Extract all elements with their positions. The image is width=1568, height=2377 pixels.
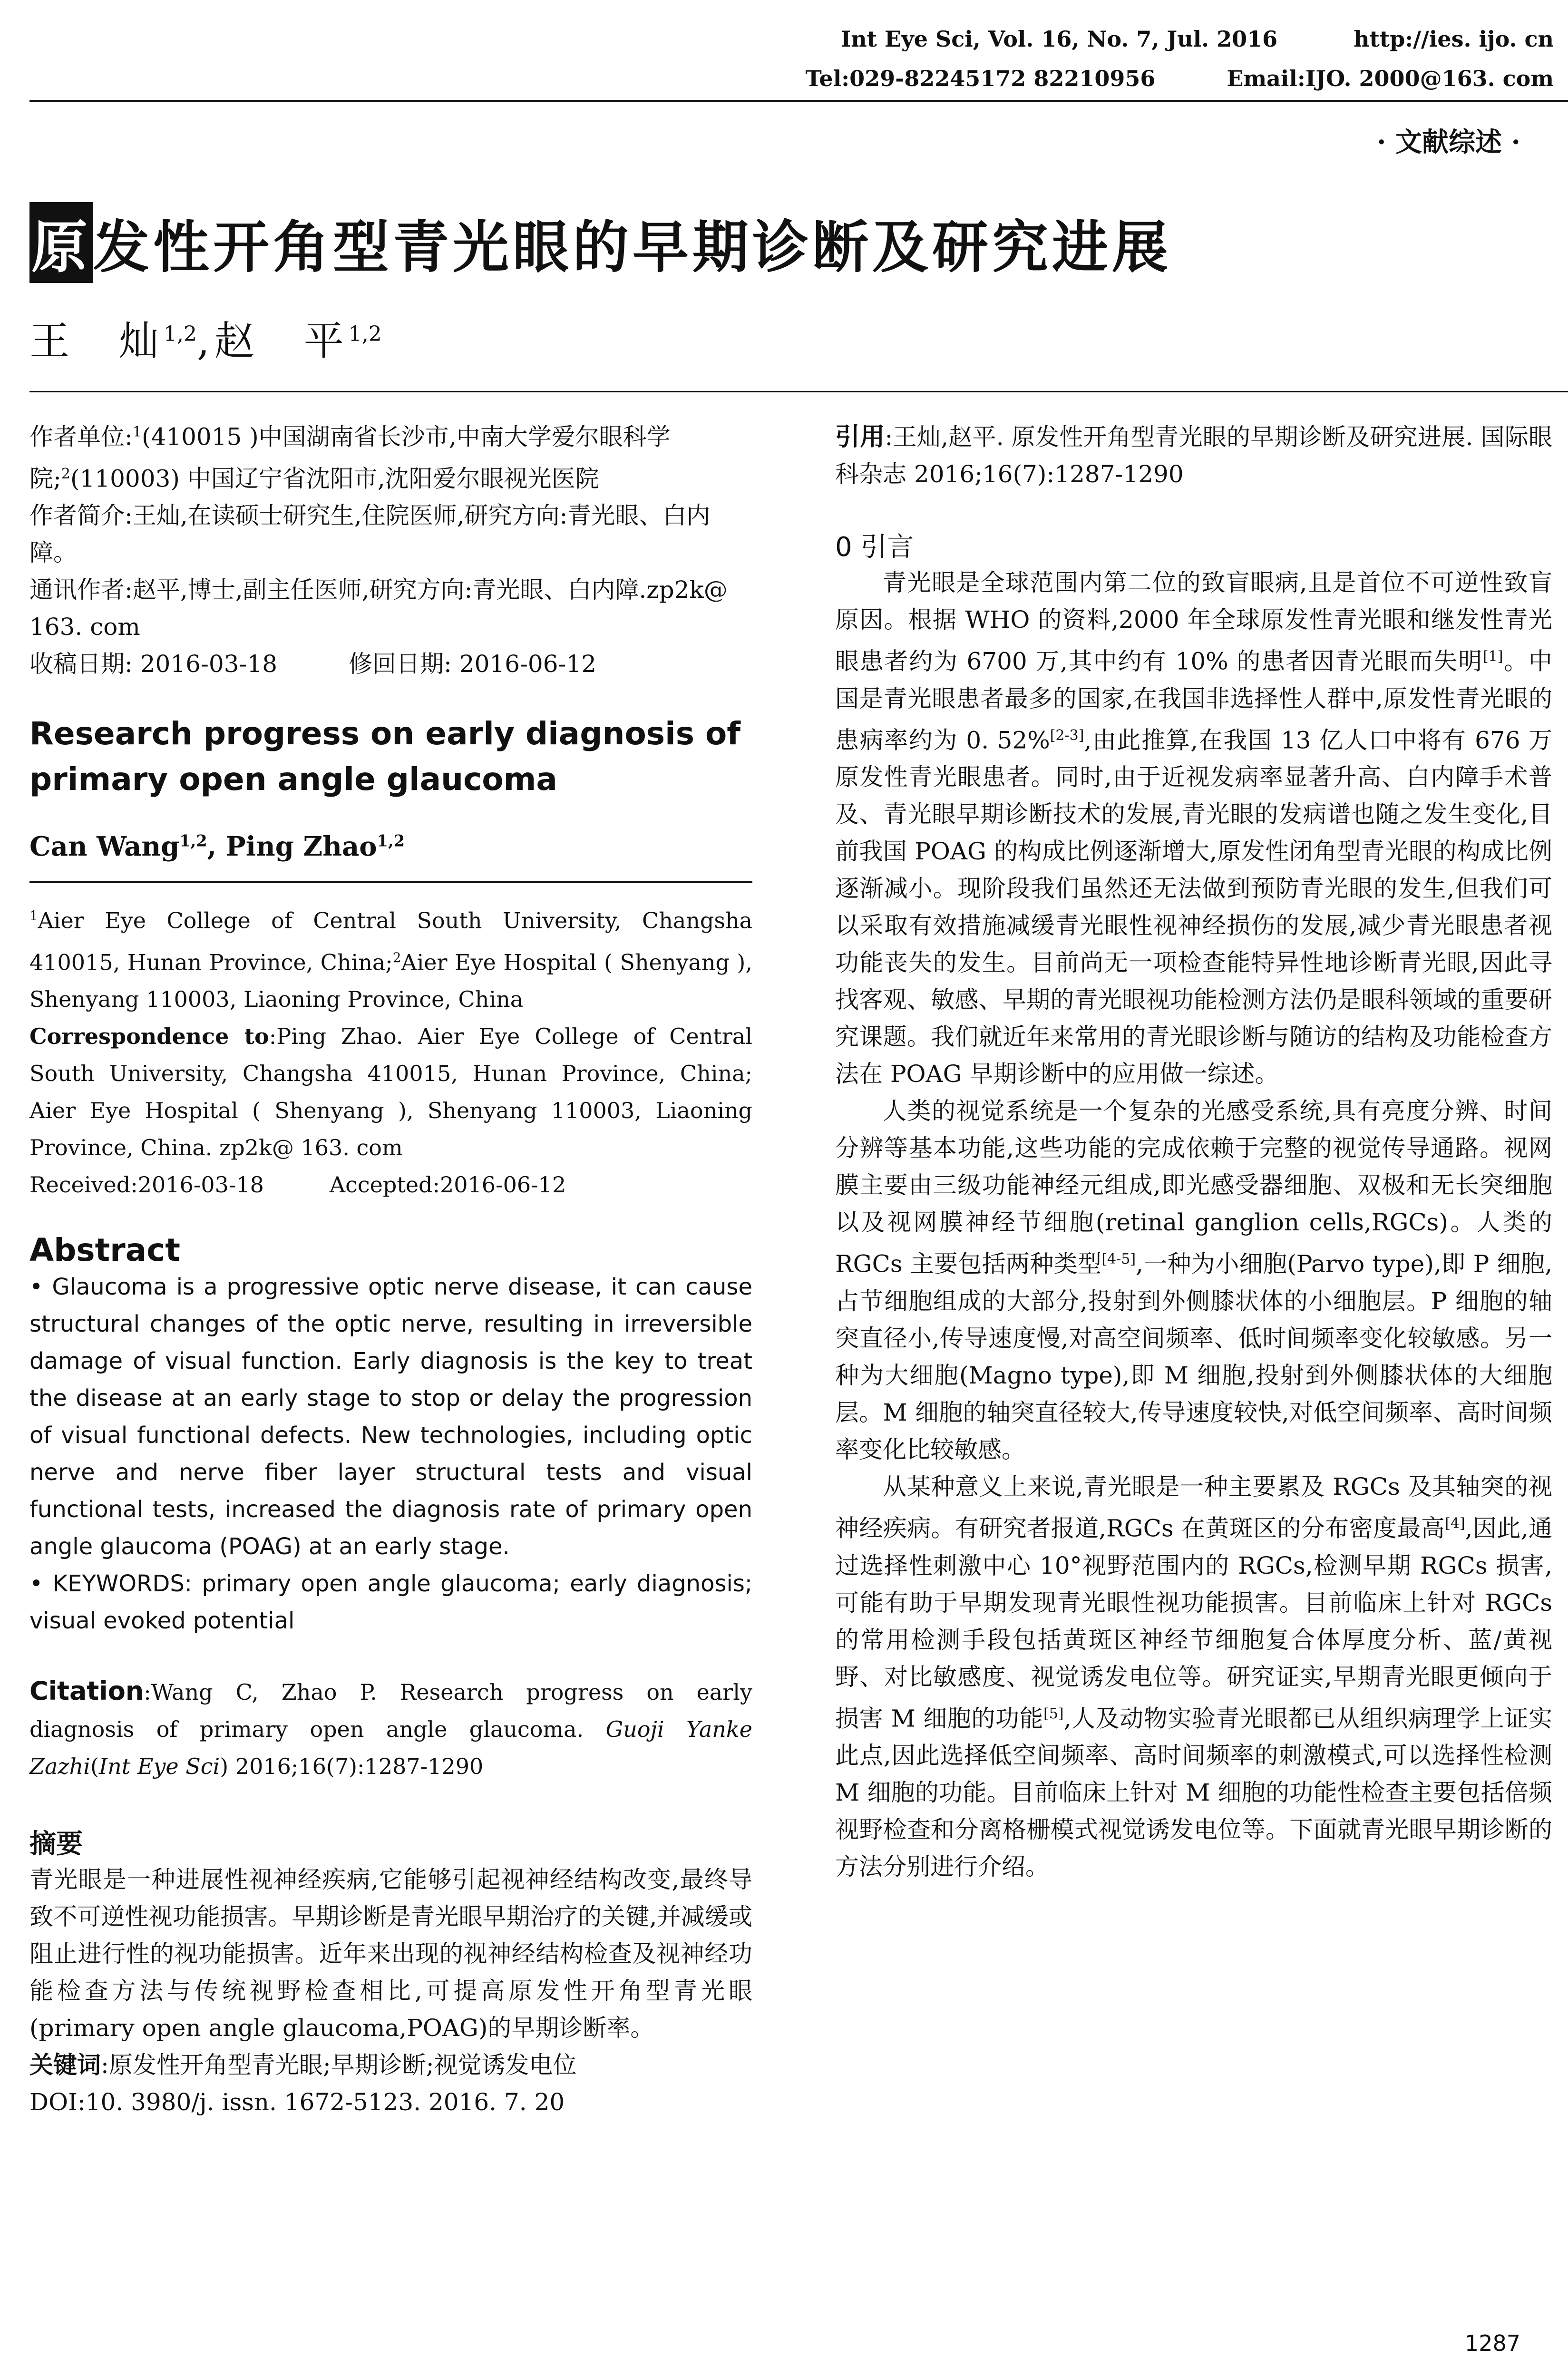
abstract-heading: Abstract [29,1231,180,1268]
intro-paragraph-3: 从某种意义上来说,青光眼是一种主要累及 RGCs 及其轴突的视神经疾病。有研究者报道,RGCs 在黄斑区的分布密度最高[4],因此,通过选择性刺激中心 10°视野范围内的 RGCs,检测早期 RGCs 损害,可能有助于早期发现青光眼性视功能损害。目前临床上针对 RGCs 的常用检测手段包括黄斑区神经节细胞复合体厚度分析、蓝/黄视野、对比敏感度、视觉诱发电位等。研究证实,早期青光眼更倾向于损害 M 细胞的功能[5],人及动物实验青光眼都已从组织病理学上证实此点,因此选择低空间频率、高时间频率的刺激模式,可以选择性检测 M 细胞的功能。目前临床上针对 M 细胞的功能性检查主要包括倍频视野检查和分离格栅模式视觉诱发电位等。下面就青光眼早期诊断的方法分别进行介绍。 [835,1472,1552,1881]
intro-paragraph-1: 青光眼是全球范围内第二位的致盲眼病,且是首位不可逆性致盲原因。根据 WHO 的资料,2000 年全球原发性青光眼和继发性青光眼患者约为 6700 万,其中约有 10% 的患者因青光眼而失明[1]。中国是青光眼患者最多的国家,在我国非选择性人群中,原发性青光眼的患病率约为 0. 52%[2-3],由此推算,在我国 13 亿人口中将有 676 万原发性青光眼患者。同时,由于近视发病率显著升高、白内障手术普及、青光眼早期诊断技术的发展,青光眼的发病谱也随之发生变化,目前我国 POAG 的构成比例逐渐增大,原发性闭角型青光眼的构成比例逐渐减小。现阶段我们虽然还无法做到预防青光眼的发生,但我们可以采取有效措施减缓青光眼性视神经损伤的发展,减少青光眼患者视功能丧失的发生。目前尚无一项检查能特异性地诊断青光眼,因此寻找客观、敏感、早期的青光眼视功能检测方法仍是眼科领域的重要研究课题。我们就近年来常用的青光眼诊断与随访的结构及功能检查方法在 POAG 早期诊断中的应用做一综述。 [835,569,1553,1088]
title-initial-box: 原 [29,202,93,283]
journal-header-line2 [805,66,1554,91]
title-text: 发性开角型青光眼的早期诊断及研究进展 [93,214,1172,280]
journal-info: Int Eye Sci, Vol. 16, No. 7, Jul. 2016 [840,26,1278,52]
journal-email: Email:IJO. 2000@163. com [1227,66,1554,91]
abstract-keywords: • KEYWORDS: primary open angle glaucoma; early diagnosis; visual evoked potential [29,1570,752,1634]
english-affiliation: $^1$Aier Eye College of Central South University, Changsha 410015, Hunan Province, China;$^2$Aier Eye Hospital ( Shenyang ), Shenyang 110003, Liaoning Province, China [29,907,753,1012]
page-number: 1287 [1464,2330,1520,2356]
section-tag: · 文献综述 · [1377,127,1520,158]
affiliation-rule [29,881,752,883]
intro-heading: 0 引言 [835,532,914,563]
authors-cn [29,309,382,367]
citation-cn: 引用:王灿,赵平. 原发性开角型青光眼的早期诊断及研究进展. 国际眼科杂志 2016;16(7):1287-1290 [835,423,1552,488]
cn-abstract-heading: 摘要 [29,1828,83,1860]
right-column [835,419,1552,1885]
cn-keywords: 关键词:原发性开角型青光眼;早期诊断;视觉诱发电位 [29,2050,577,2079]
left-column [29,414,752,2121]
correspondence: Correspondence to:Ping Zhao. Aier Eye College of Central South University, Changsha 410015, Hunan Province, China; Aier Eye Hospital ( Shenyang ), Shenyang 110003, Liaoning Province, China. zp2k@ 163. com [29,1023,752,1160]
received-dates-cn: 收稿日期: 2016-03-18 修回日期: 2016-06-12 [29,650,597,678]
authors-rule [29,391,1568,392]
journal-header-line1 [841,26,1554,52]
citation-en: Citation:Wang C, Zhao P. Research progress on early diagnosis of primary open angle glaucoma. Guoji Yanke Zazhi(Int Eye Sci) 2016;16(7):1287-1290 [29,1676,752,1779]
affiliation-cn: 作者单位:$^1$(410015 )中国湖南省长沙市,中南大学爱尔眼科学院;$^2$(110003) 中国辽宁省沈阳市,沈阳爱尔眼视光医院 [29,423,671,493]
english-authors: Can Wang$^{1,2}$, Ping Zhao$^{1,2}$ [29,831,405,863]
author-cn-2: 赵 平 [214,318,349,364]
abstract-text: • Glaucoma is a progressive optic nerve disease, it can cause structural changes of the optic nerve, resulting in irreversible damage of visual function. Early diagnosis is the key to treat the disease at an early stage to stop or delay the progression of visual functional defects. New technologies, including optic nerve and nerve fiber layer structural tests and visual functional tests, increased the diagnosis rate of primary open angle glaucoma (POAG) at an early stage. [29,1273,752,1560]
author-cn-sep: , [197,318,214,364]
author-intro: 作者简介:王灿,在读硕士研究生,住院医师,研究方向:青光眼、白内障。 [29,502,711,567]
doi: DOI:10. 3980/j. issn. 1672-5123. 2016. 7. 20 [29,2088,565,2116]
cn-abstract-text: 青光眼是一种进展性视神经疾病,它能够引起视神经结构改变,最终导致不可逆性视功能损害。早期诊断是青光眼早期治疗的关键,并减缓或阻止进行性的视功能损害。近年来出现的视神经结构检查及视神经功能检查方法与传统视野检查相比,可提高原发性开角型青光眼(primary open angle glaucoma,POAG)的早期诊断率。 [29,1865,752,2042]
english-title: Research progress on early diagnosis of primary open angle glaucoma [29,715,741,798]
author-cn-1: 王 灿 [29,318,164,364]
article-title [29,202,1172,283]
received-dates-en: Received:2016-03-18 Accepted:2016-06-12 [29,1171,566,1198]
journal-url: http://ies. ijo. cn [1354,26,1554,52]
journal-tel: Tel:029-82245172 82210956 [805,66,1156,91]
corresponding-author: 通讯作者:赵平,博士,副主任医师,研究方向:青光眼、白内障.zp2k@ 163. com [29,576,728,641]
header-rule [29,100,1568,102]
author-cn-2-sup: 1,2 [348,322,382,346]
author-cn-1-sup: 1,2 [164,322,197,346]
intro-paragraph-2: 人类的视觉系统是一个复杂的光感受系统,具有亮度分辨、时间分辨等基本功能,这些功能的完成依赖于完整的视觉传导通路。视网膜主要由三级功能神经元组成,即光感受器细胞、双极和无长突细胞以及视网膜神经节细胞(retinal ganglion cells,RGCs)。人类的 RGCs 主要包括两种类型[4-5],一种为小细胞(Parvo type),即 P 细胞,占节细胞组成的大部分,投射到外侧膝状体的小细胞层。P 细胞的轴突直径小,传导速度慢,对高空间频率、低时间频率变化较敏感。另一种为大细胞(Magno type),即 M 细胞,投射到外侧膝状体的大细胞层。M 细胞的轴突直径较大,传导速度较快,对低空间频率、高时间频率变化比较敏感。 [835,1097,1552,1463]
